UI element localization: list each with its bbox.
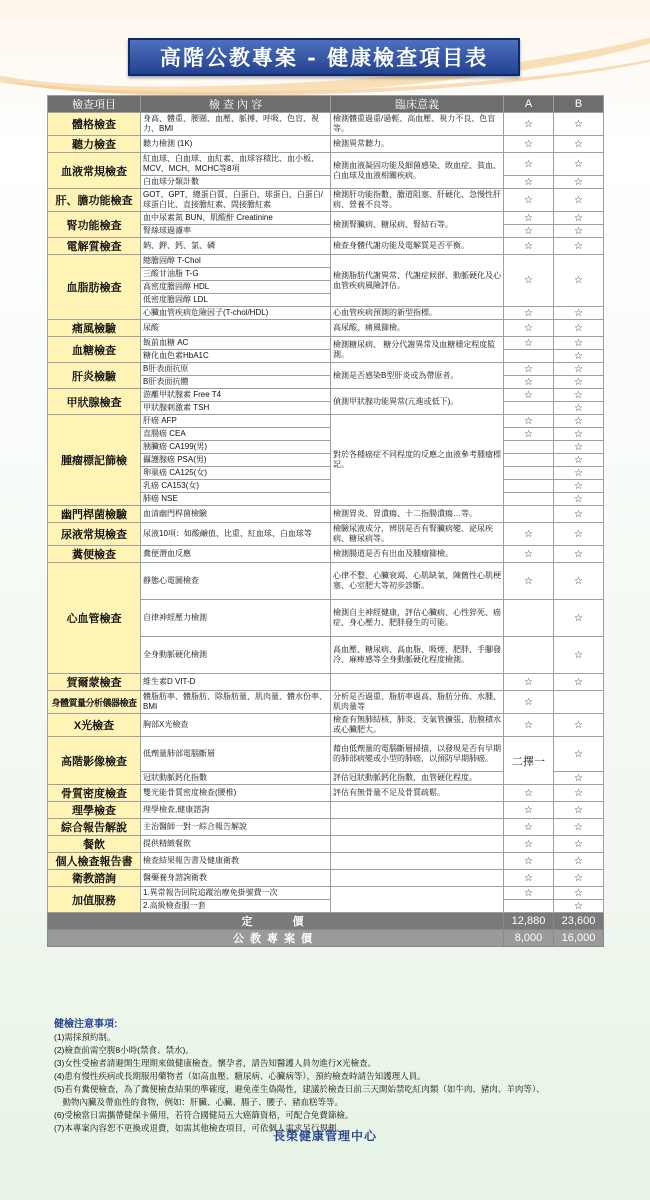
content-cell: 聽力檢測 (1K) bbox=[141, 136, 331, 153]
plan-a-empty bbox=[504, 467, 554, 480]
content-cell: 血清幽門桿菌檢驗 bbox=[141, 506, 331, 523]
table-row bbox=[48, 546, 604, 563]
table-row bbox=[48, 853, 604, 870]
plan-b-star: ☆ bbox=[554, 785, 604, 802]
category-cell: 腎功能檢查 bbox=[48, 212, 141, 238]
project-price-row bbox=[48, 930, 604, 947]
note-item: (7)本專案內容恕不更換或退費，如需其他檢查項目，可依個人需求另行規劃。 bbox=[54, 1123, 345, 1133]
content-cell: 糞便潛血反應 bbox=[141, 546, 331, 563]
footer-organization: 長榮健康管理中心 bbox=[272, 1129, 377, 1143]
category-cell: 身體質量分析儀器檢查 bbox=[48, 691, 141, 714]
note-item: (6)受檢當日需攜帶健保卡備用，若符合國健局五大癌篩資格，可配合免費篩檢。 bbox=[54, 1110, 354, 1120]
table-row bbox=[48, 113, 604, 136]
plan-a-star: ☆ bbox=[504, 176, 554, 189]
significance-cell: 高尿酸、痛風篩檢。 bbox=[331, 320, 504, 337]
content-cell: 全身動脈硬化檢測 bbox=[141, 637, 331, 674]
plan-b-star: ☆ bbox=[554, 674, 604, 691]
plan-b-star: ☆ bbox=[554, 870, 604, 887]
content-cell: 尿液10項：如酸鹼值、比重、紅血球、白血球等 bbox=[141, 523, 331, 546]
header-significance: 臨床意義 bbox=[331, 96, 504, 113]
table-row bbox=[48, 153, 604, 176]
category-cell: 高階影像檢查 bbox=[48, 737, 141, 785]
plan-a-star: ☆ bbox=[504, 136, 554, 153]
category-cell: 電解質檢查 bbox=[48, 238, 141, 255]
significance-cell: 藉由低劑量的電腦斷層掃描，以發現是否有早期的肺部病變或小型的肺癌，以預防早期肺癌。 bbox=[331, 737, 504, 772]
significance-cell: 評估冠狀動脈鈣化指數，血管硬化程度。 bbox=[331, 772, 504, 785]
content-cell: 提供精緻餐飲 bbox=[141, 836, 331, 853]
table-row bbox=[48, 389, 604, 402]
category-cell: 理學檢查 bbox=[48, 802, 141, 819]
plan-a-choice: 二擇一 bbox=[504, 737, 554, 785]
table-row bbox=[48, 737, 604, 772]
plan-a-star: ☆ bbox=[504, 337, 554, 350]
plan-b-star: ☆ bbox=[554, 853, 604, 870]
content-cell: B肝表面抗原 bbox=[141, 363, 331, 376]
plan-b-star: ☆ bbox=[554, 454, 604, 467]
content-cell: 直腸癌 CEA bbox=[141, 428, 331, 441]
plan-b-star: ☆ bbox=[554, 714, 604, 737]
significance-cell: 檢測腸道是否有出血及腫瘤篩檢。 bbox=[331, 546, 504, 563]
plan-b-star: ☆ bbox=[554, 189, 604, 212]
plan-a-empty bbox=[504, 600, 554, 637]
plan-b-star: ☆ bbox=[554, 772, 604, 785]
content-cell: 胰臟癌 CA199(男) bbox=[141, 441, 331, 454]
significance-cell: 檢測腎臟病、糖尿病、腎結石等。 bbox=[331, 212, 504, 238]
plan-b-star: ☆ bbox=[554, 480, 604, 493]
content-cell: 1.異常報告回院追蹤治療免掛號費一次 bbox=[141, 887, 331, 900]
significance-cell: 心律不整、心臟衰竭、心肌缺氧、陳舊性心肌梗塞、心室肥大等初步診斷。 bbox=[331, 563, 504, 600]
note-item: (4)患有慢性疾病或長期服用藥物者（如高血壓、糖尿病、心臟病等），預約檢查時請告知護理人員。 bbox=[54, 1071, 426, 1081]
plan-b-star: ☆ bbox=[554, 467, 604, 480]
plan-a-star: ☆ bbox=[504, 320, 554, 337]
significance-cell bbox=[331, 674, 504, 691]
significance-cell: 檢測體重過重/過輕、高血壓、視力不良、色盲等。 bbox=[331, 113, 504, 136]
significance-cell: 對於各種癌症不同程度的反應之血液參考腫瘤標記。 bbox=[331, 415, 504, 506]
significance-cell: 檢測異常聽力。 bbox=[331, 136, 504, 153]
plan-a-star: ☆ bbox=[504, 819, 554, 836]
table-row bbox=[48, 363, 604, 376]
plan-b-star: ☆ bbox=[554, 428, 604, 441]
content-cell: GOT、GPT、總蛋白質、白蛋白、球蛋白、白蛋白/球蛋白比、直接膽紅素、間接膽紅素 bbox=[141, 189, 331, 212]
header-item: 檢查項目 bbox=[48, 96, 141, 113]
significance-cell: 檢測自主神經健康，評估心臟病、心性猝死、癌症、身心壓力、肥胖發生的可能。 bbox=[331, 600, 504, 637]
category-cell: 痛風檢驗 bbox=[48, 320, 141, 337]
category-cell: 體格檢查 bbox=[48, 113, 141, 136]
table-row bbox=[48, 563, 604, 600]
content-cell: 主治醫師一對一綜合報告解說 bbox=[141, 819, 331, 836]
plan-a-star: ☆ bbox=[504, 853, 554, 870]
plan-a-star: ☆ bbox=[504, 376, 554, 389]
note-item: (3)女性受檢者請避開生理期來做健康檢查。懷孕者，請告知醫護人員勿進行X光檢查。 bbox=[54, 1058, 377, 1068]
content-cell: 檢查結果報告書及健康衛教 bbox=[141, 853, 331, 870]
content-cell: 2.高級檢查服一套 bbox=[141, 900, 331, 913]
category-cell: 尿液常規檢查 bbox=[48, 523, 141, 546]
header-plan-a: A bbox=[504, 96, 554, 113]
content-cell: 肺癌 NSE bbox=[141, 493, 331, 506]
note-item: 動物內臟及帶血性的食物，例如：肝臟、心臟、腸子、腰子、豬血糕等等。 bbox=[54, 1097, 344, 1107]
significance-cell bbox=[331, 802, 504, 819]
plan-b-star: ☆ bbox=[554, 637, 604, 674]
plan-b-star: ☆ bbox=[554, 802, 604, 819]
table-row bbox=[48, 870, 604, 887]
content-cell: 游離甲狀腺素 Free T4 bbox=[141, 389, 331, 402]
plan-b-star: ☆ bbox=[554, 255, 604, 307]
content-cell: 靜態心電圖檢查 bbox=[141, 563, 331, 600]
plan-b-star: ☆ bbox=[554, 238, 604, 255]
plan-b-star: ☆ bbox=[554, 402, 604, 415]
plan-a-star: ☆ bbox=[504, 785, 554, 802]
plan-a-star: ☆ bbox=[504, 674, 554, 691]
plan-b-star: ☆ bbox=[554, 415, 604, 428]
plan-b-star: ☆ bbox=[554, 212, 604, 225]
page-title: 高階公教專案 - 健康檢查項目表 bbox=[159, 45, 489, 70]
category-cell: 綜合報告解說 bbox=[48, 819, 141, 836]
category-cell: 糞便檢查 bbox=[48, 546, 141, 563]
plan-b-star: ☆ bbox=[554, 887, 604, 900]
table-row bbox=[48, 802, 604, 819]
plan-b-star: ☆ bbox=[554, 376, 604, 389]
plan-b-star: ☆ bbox=[554, 136, 604, 153]
plan-b-star: ☆ bbox=[554, 337, 604, 350]
significance-cell: 心血管疾病預測的新型指標。 bbox=[331, 307, 504, 320]
plan-b-star: ☆ bbox=[554, 441, 604, 454]
note-item: (1)需採預約制。 bbox=[54, 1032, 116, 1042]
category-cell: 血脂肪檢查 bbox=[48, 255, 141, 320]
significance-cell: 檢查有無肺結核、肺炎、支氣管擴張、肋膜積水或心臟肥大。 bbox=[331, 714, 504, 737]
project-price-a: 8,000 bbox=[504, 930, 554, 947]
plan-a-star: ☆ bbox=[504, 225, 554, 238]
table-row bbox=[48, 255, 604, 268]
plan-a-star: ☆ bbox=[504, 389, 554, 402]
plan-a-empty bbox=[504, 493, 554, 506]
table-row bbox=[48, 887, 604, 900]
significance-cell: 檢測胃炎、胃潰瘍、十二指腸潰瘍…等。 bbox=[331, 506, 504, 523]
category-cell: 血糖檢查 bbox=[48, 337, 141, 363]
table-row bbox=[48, 714, 604, 737]
plan-a-star: ☆ bbox=[504, 113, 554, 136]
plan-a-star: ☆ bbox=[504, 563, 554, 600]
plan-b-star: ☆ bbox=[554, 176, 604, 189]
plan-b-empty bbox=[554, 691, 604, 714]
plan-b-star: ☆ bbox=[554, 363, 604, 376]
table-row bbox=[48, 136, 604, 153]
plan-a-star: ☆ bbox=[504, 189, 554, 212]
content-cell: 乳癌 CA153(女) bbox=[141, 480, 331, 493]
plan-a-star: ☆ bbox=[504, 238, 554, 255]
content-cell: 腎絲球過濾率 bbox=[141, 225, 331, 238]
plan-b-star: ☆ bbox=[554, 320, 604, 337]
table-row bbox=[48, 819, 604, 836]
plan-a-star: ☆ bbox=[504, 887, 554, 900]
significance-cell: 高血壓、糖尿病、高血脂、吸煙、肥胖、手腳發冷、麻痺感等全身動脈硬化程度檢測。 bbox=[331, 637, 504, 674]
category-cell: 聽力檢查 bbox=[48, 136, 141, 153]
category-cell: 肝、膽功能檢查 bbox=[48, 189, 141, 212]
plan-b-star: ☆ bbox=[554, 153, 604, 176]
content-cell: 身高、體重、腰圍、血壓、脈搏、呼吸、色盲、視力、BMI bbox=[141, 113, 331, 136]
category-cell: 心血管檢查 bbox=[48, 563, 141, 674]
plan-a-star: ☆ bbox=[504, 307, 554, 320]
plan-b-star: ☆ bbox=[554, 389, 604, 402]
content-cell: 低劑量肺部電腦斷層 bbox=[141, 737, 331, 772]
content-cell: 卵巢癌 CA125(女) bbox=[141, 467, 331, 480]
plan-a-empty bbox=[504, 637, 554, 674]
category-cell: 腫瘤標記篩檢 bbox=[48, 415, 141, 506]
table-row bbox=[48, 523, 604, 546]
checkup-table bbox=[47, 95, 604, 947]
plan-a-star: ☆ bbox=[504, 255, 554, 307]
content-cell: 體脂肪率、體脂肪、除脂肪量、肌肉量、體水份率、BMI bbox=[141, 691, 331, 714]
category-cell: 血液常規檢查 bbox=[48, 153, 141, 189]
significance-cell: 檢查身體代謝功能及電解質是否平衡。 bbox=[331, 238, 504, 255]
plan-a-empty bbox=[504, 900, 554, 913]
table-row bbox=[48, 506, 604, 523]
plan-a-star: ☆ bbox=[504, 428, 554, 441]
plan-a-star: ☆ bbox=[504, 363, 554, 376]
significance-cell bbox=[331, 853, 504, 870]
significance-cell: 分析是否過重、脂肪率過高、脂肪分佈、水腫、肌肉量等 bbox=[331, 691, 504, 714]
plan-a-empty bbox=[504, 454, 554, 467]
category-cell: 賀爾蒙檢查 bbox=[48, 674, 141, 691]
content-cell: 鈉、鉀、鈣、氯、磷 bbox=[141, 238, 331, 255]
table-row bbox=[48, 785, 604, 802]
content-cell: 冠狀動脈鈣化指數 bbox=[141, 772, 331, 785]
plan-b-star: ☆ bbox=[554, 563, 604, 600]
content-cell: 維生素D VIT-D bbox=[141, 674, 331, 691]
content-cell: 紅血球、白血球、血紅素、血球容積比、血小板、MCV、MCH、MCHC等8項 bbox=[141, 153, 331, 176]
category-cell: 骨質密度檢查 bbox=[48, 785, 141, 802]
category-cell: 甲狀腺檢查 bbox=[48, 389, 141, 415]
content-cell: 雙光能骨質密度檢查(腰椎) bbox=[141, 785, 331, 802]
content-cell: 血中尿素氮 BUN、肌酸酐 Creatinine bbox=[141, 212, 331, 225]
table-row bbox=[48, 320, 604, 337]
content-cell: B肝表面抗體 bbox=[141, 376, 331, 389]
content-cell: 攝護腺癌 PSA(男) bbox=[141, 454, 331, 467]
category-cell: 餐飲 bbox=[48, 836, 141, 853]
significance-cell: 檢測脂肪代謝異常、代謝症候群、動脈硬化及心血管疾病風險評估。 bbox=[331, 255, 504, 307]
category-cell: 衛教諮詢 bbox=[48, 870, 141, 887]
list-price-a: 12,880 bbox=[504, 913, 554, 930]
significance-cell: 檢驗尿液成分，辨別是否有腎臟病變、泌尿疾病、糖尿病等。 bbox=[331, 523, 504, 546]
table-row bbox=[48, 415, 604, 428]
table-row bbox=[48, 691, 604, 714]
plan-b-star: ☆ bbox=[554, 836, 604, 853]
plan-a-star: ☆ bbox=[504, 836, 554, 853]
plan-b-star: ☆ bbox=[554, 737, 604, 772]
list-price-label: 定 價 bbox=[48, 913, 504, 930]
significance-cell bbox=[331, 819, 504, 836]
category-cell: 肝炎檢驗 bbox=[48, 363, 141, 389]
significance-cell: 檢測血液凝固功能及細菌感染、敗血症、貧血、白血球及血液相關疾病。 bbox=[331, 153, 504, 189]
content-cell: 高密度膽固醇 HDL bbox=[141, 281, 331, 294]
notes-section bbox=[54, 1018, 624, 1135]
plan-a-empty bbox=[504, 441, 554, 454]
plan-b-star: ☆ bbox=[554, 307, 604, 320]
plan-b-star: ☆ bbox=[554, 506, 604, 523]
project-price-label: 公教專案價 bbox=[48, 930, 504, 947]
plan-a-empty bbox=[504, 480, 554, 493]
table-row bbox=[48, 212, 604, 225]
significance-cell: 檢測糖尿病、 糖分代謝異常及血糖穩定程度監測。 bbox=[331, 337, 504, 363]
content-cell: 醫藥養身諮詢衛教 bbox=[141, 870, 331, 887]
plan-a-star: ☆ bbox=[504, 714, 554, 737]
category-cell: 幽門桿菌檢驗 bbox=[48, 506, 141, 523]
plan-b-star: ☆ bbox=[554, 225, 604, 238]
significance-cell: 評估有無骨量不足及骨質疏鬆。 bbox=[331, 785, 504, 802]
plan-a-star: ☆ bbox=[504, 212, 554, 225]
plan-a-star: ☆ bbox=[504, 546, 554, 563]
plan-a-star: ☆ bbox=[504, 415, 554, 428]
category-cell: X光檢查 bbox=[48, 714, 141, 737]
significance-cell: 檢測肝功能指數、膽道阻塞、肝硬化、急慢性肝病、營養不良等。 bbox=[331, 189, 504, 212]
plan-a-star: ☆ bbox=[504, 802, 554, 819]
significance-cell: 偵測甲狀腺功能異常(亢進或低下)。 bbox=[331, 389, 504, 415]
content-cell: 甲狀腺刺激素 TSH bbox=[141, 402, 331, 415]
plan-a-star: ☆ bbox=[504, 153, 554, 176]
plan-b-star: ☆ bbox=[554, 546, 604, 563]
note-item: (5)若有糞便檢查，為了糞便檢查結果的準確度，避免產生偽陽性，建議於檢查日前三天開始禁吃紅肉類（如牛肉、豬肉、羊肉等）、 bbox=[54, 1084, 545, 1094]
content-cell: 尿酸 bbox=[141, 320, 331, 337]
plan-b-star: ☆ bbox=[554, 113, 604, 136]
plan-b-star: ☆ bbox=[554, 523, 604, 546]
table-header bbox=[48, 96, 604, 113]
content-cell: 胸部X光檢查 bbox=[141, 714, 331, 737]
content-cell: 低密度膽固醇 LDL bbox=[141, 294, 331, 307]
category-cell: 加值服務 bbox=[48, 887, 141, 913]
plan-b-star: ☆ bbox=[554, 493, 604, 506]
list-price-b: 23,600 bbox=[554, 913, 604, 930]
list-price-row bbox=[48, 913, 604, 930]
note-item: (2)檢查前需空腹8小時(禁食、禁水)。 bbox=[54, 1045, 194, 1055]
content-cell: 總膽固醇 T-Chol bbox=[141, 255, 331, 268]
plan-a-star: ☆ bbox=[504, 523, 554, 546]
table-row bbox=[48, 337, 604, 350]
table-row bbox=[48, 189, 604, 212]
table-row bbox=[48, 238, 604, 255]
header-content: 檢 查 內 容 bbox=[141, 96, 331, 113]
significance-cell bbox=[331, 870, 504, 887]
content-cell: 三酸甘油脂 T-G bbox=[141, 268, 331, 281]
content-cell: 飯前血糖 AC bbox=[141, 337, 331, 350]
plan-b-star: ☆ bbox=[554, 600, 604, 637]
content-cell: 心臟血管疾病危險因子(T-chol/HDL) bbox=[141, 307, 331, 320]
content-cell: 自律神經壓力檢測 bbox=[141, 600, 331, 637]
project-price-b: 16,000 bbox=[554, 930, 604, 947]
plan-b-star: ☆ bbox=[554, 900, 604, 913]
table-row bbox=[48, 674, 604, 691]
plan-b-star: ☆ bbox=[554, 350, 604, 363]
content-cell: 肝癌 AFP bbox=[141, 415, 331, 428]
header-plan-b: B bbox=[554, 96, 604, 113]
category-cell: 個人檢查報告書 bbox=[48, 853, 141, 870]
plan-a-empty bbox=[504, 506, 554, 523]
significance-cell bbox=[331, 887, 504, 913]
content-cell: 糖化血色素HbA1C bbox=[141, 350, 331, 363]
plan-b-star: ☆ bbox=[554, 819, 604, 836]
plan-a-empty bbox=[504, 402, 554, 415]
notes-title: 健檢注意事項: bbox=[54, 1019, 118, 1030]
table-row bbox=[48, 836, 604, 853]
plan-a-empty bbox=[504, 350, 554, 363]
content-cell: 理學檢查,健康諮詢 bbox=[141, 802, 331, 819]
plan-a-star: ☆ bbox=[504, 870, 554, 887]
plan-a-star: ☆ bbox=[504, 691, 554, 714]
significance-cell bbox=[331, 836, 504, 853]
significance-cell: 檢測是否感染B型肝炎或為帶原者。 bbox=[331, 363, 504, 389]
content-cell: 白血球分類計數 bbox=[141, 176, 331, 189]
title-banner bbox=[128, 38, 520, 76]
